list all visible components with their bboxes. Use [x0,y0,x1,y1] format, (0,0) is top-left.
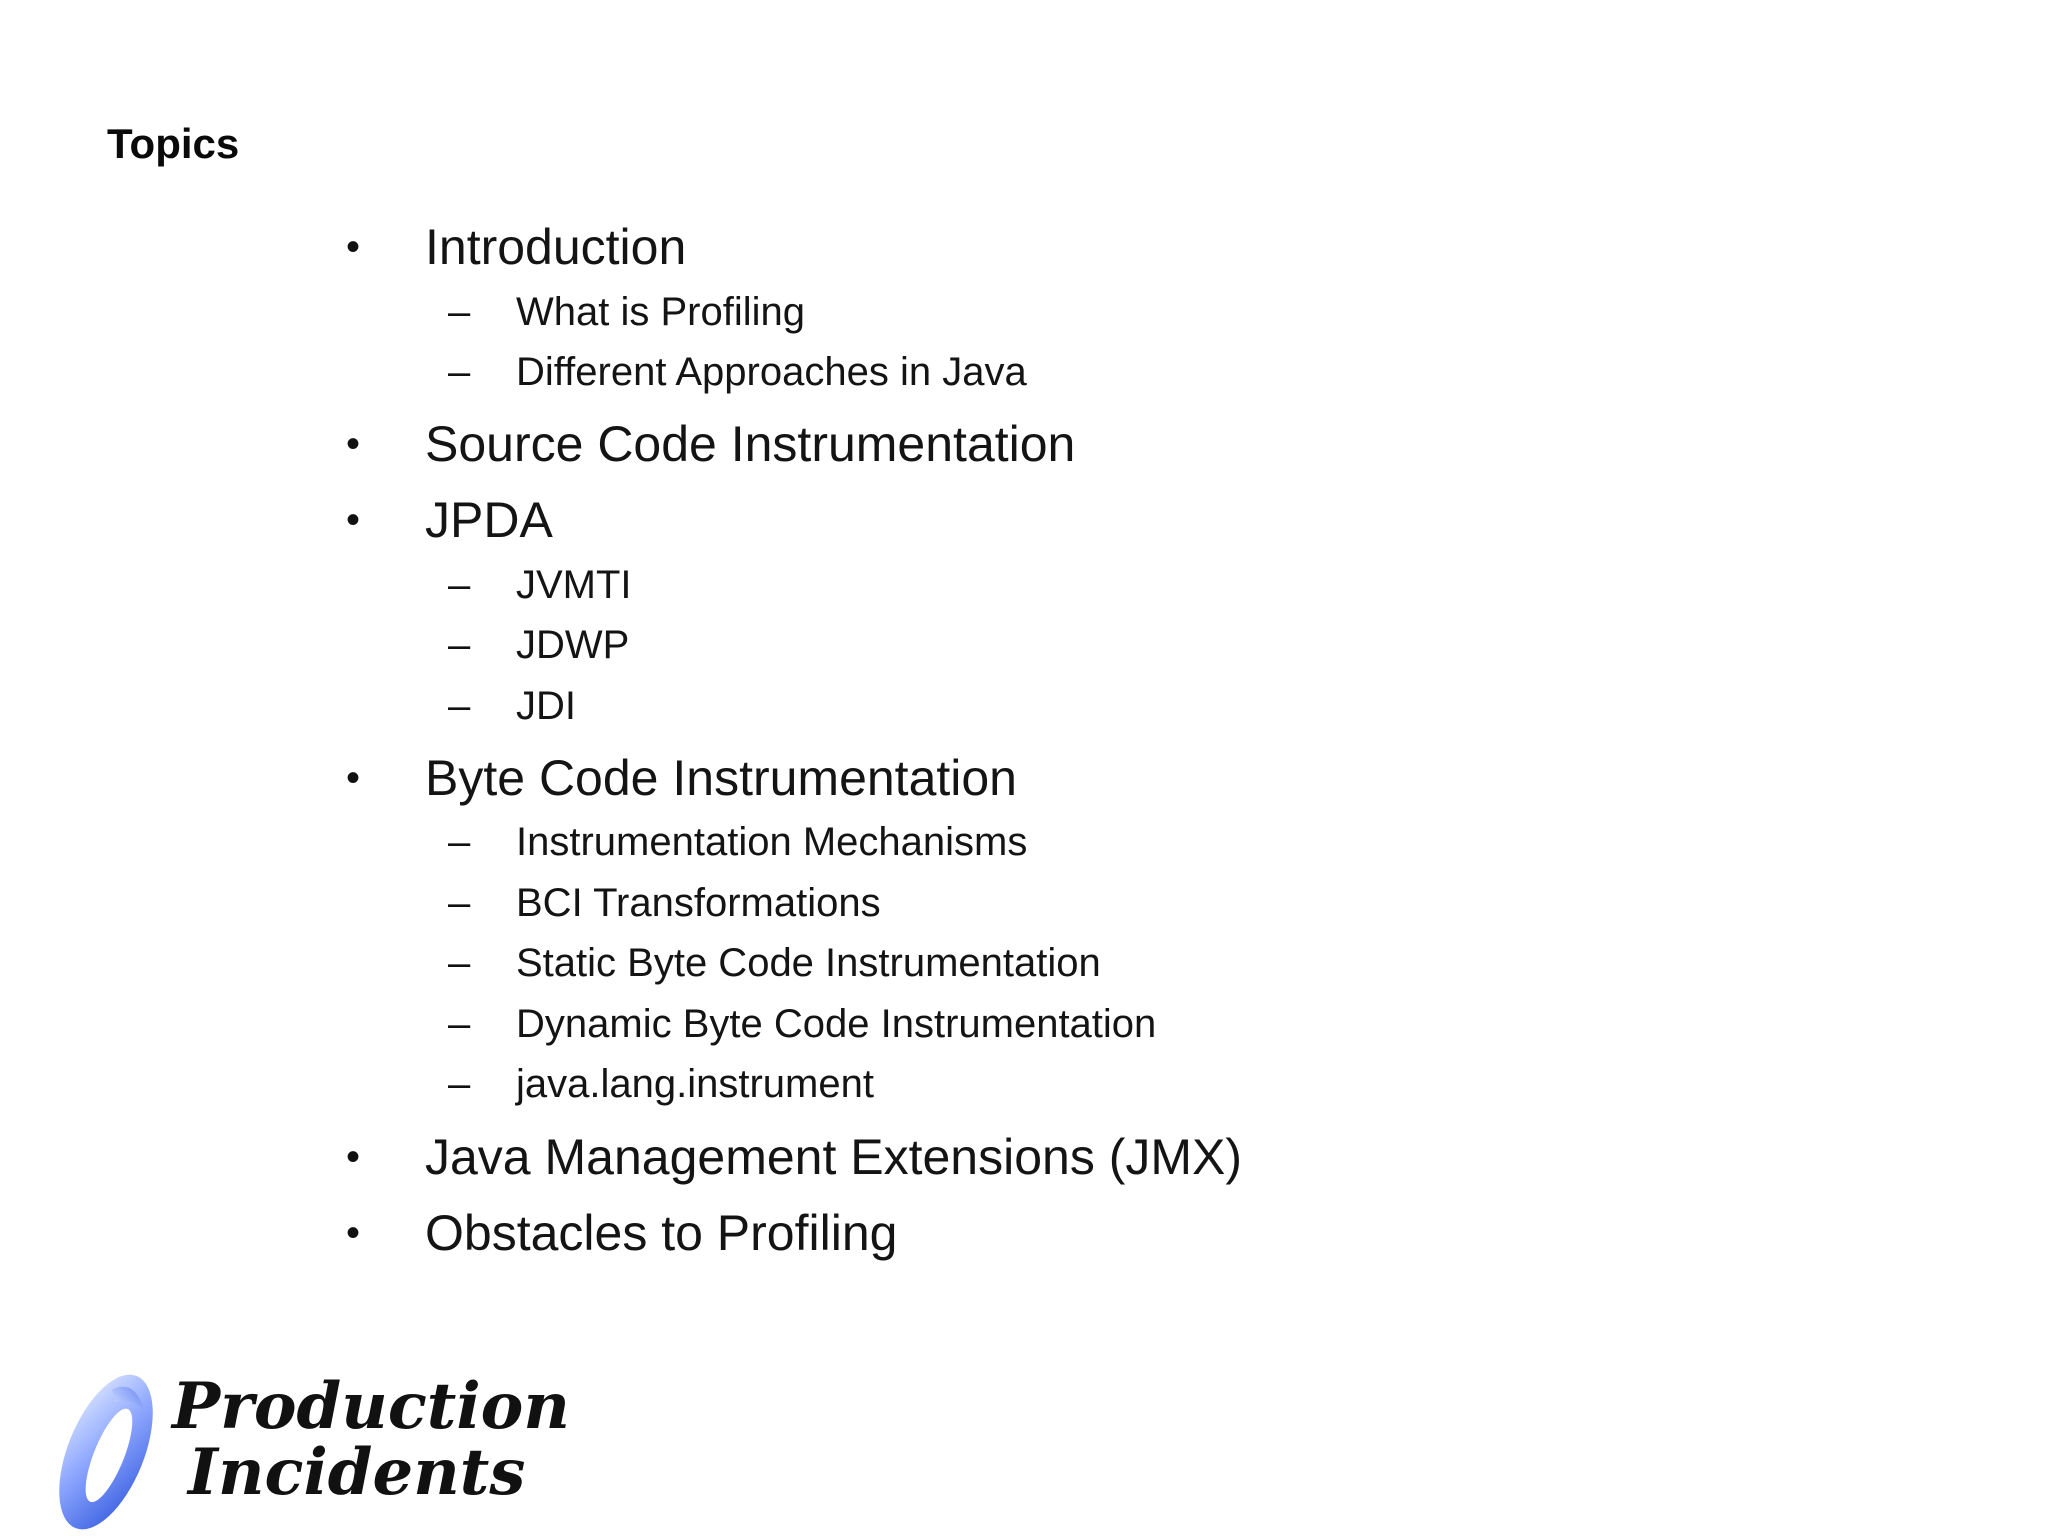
blue-ring-logo-icon [36,1362,176,1536]
logo-text-line-1: Production [172,1369,570,1444]
bullet-marker: • [346,1135,361,1179]
outline-item-text: Introduction [425,219,687,275]
dash-marker: – [448,820,471,864]
dash-marker: – [448,1062,471,1106]
outline-subitem-text: java.lang.instrument [516,1062,874,1106]
bullet-marker: • [346,225,361,269]
dash-marker: – [448,684,471,728]
outline-subitem-text: JDI [516,684,576,728]
bullet-marker: • [346,1211,361,1255]
outline-item-text: Source Code Instrumentation [425,416,1076,472]
dash-marker: – [448,350,471,394]
outline-subitem-text: What is Profiling [516,290,805,334]
outline-item-text: Java Management Extensions (JMX) [425,1129,1243,1185]
outline-item-text: Byte Code Instrumentation [425,750,1017,806]
production-incidents-logo [36,1362,570,1536]
bullet-marker: • [346,498,361,542]
slide-title: Topics [107,120,240,167]
dash-marker: – [448,623,471,667]
outline-subitem-text: Different Approaches in Java [516,350,1027,394]
outline-subitem-text: Static Byte Code Instrumentation [516,941,1101,985]
logo-text-line-2: Incidents [188,1435,526,1510]
dash-marker: – [448,881,471,925]
dash-marker: – [448,563,471,607]
outline-subitem-text: Instrumentation Mechanisms [516,820,1028,864]
outline-subitem-text: Dynamic Byte Code Instrumentation [516,1002,1157,1046]
outline-item-text: Obstacles to Profiling [425,1205,898,1261]
dash-marker: – [448,290,471,334]
outline-item-text: JPDA [425,492,553,548]
bullet-marker: • [346,756,361,800]
bullet-marker: • [346,422,361,466]
dash-marker: – [448,941,471,985]
outline-subitem-text: JVMTI [516,563,632,607]
dash-marker: – [448,1002,471,1046]
outline-subitem-text: JDWP [516,623,630,667]
outline-subitem-text: BCI Transformations [516,881,881,925]
